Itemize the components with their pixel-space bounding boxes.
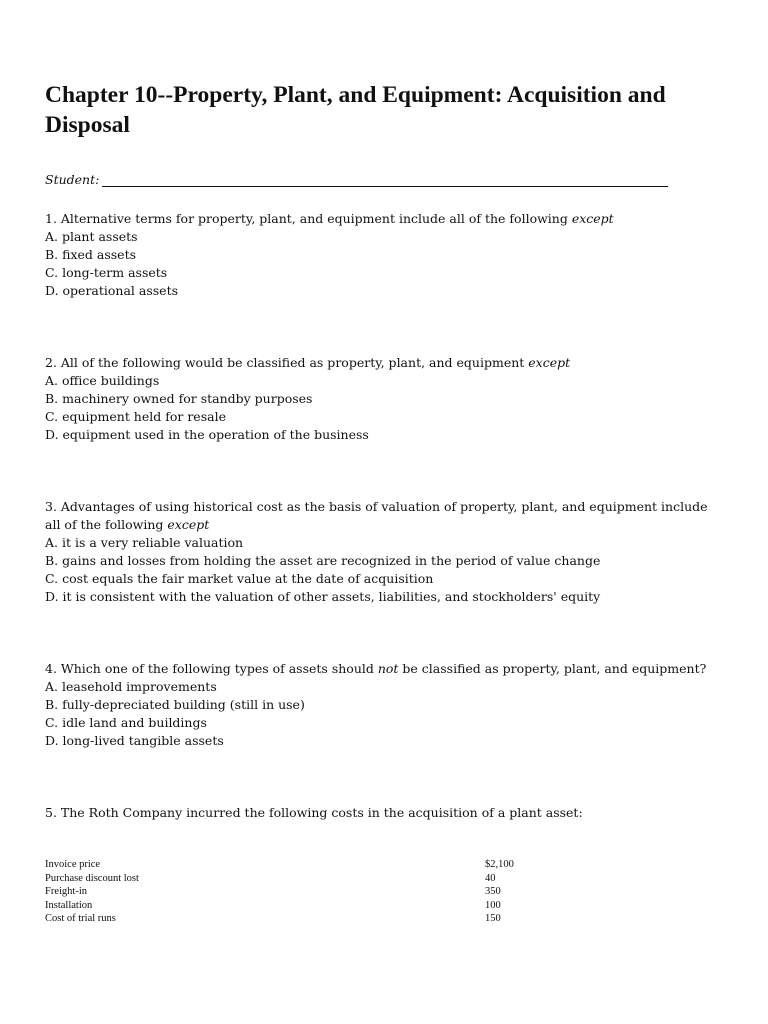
option-a: A. it is a very reliable valuation	[45, 535, 244, 550]
option-b: B. fully-depreciated building (still in use)	[45, 697, 305, 712]
student-field	[45, 172, 715, 187]
cost-table	[45, 858, 514, 926]
option-b: B. fixed assets	[45, 247, 137, 262]
table-row	[45, 899, 514, 913]
question-stem: 4. Which one of the following types of assets should not be classified as property, plant, and equipment?	[45, 661, 707, 676]
question-1	[45, 210, 715, 300]
cost-amount: $2,100	[485, 859, 514, 870]
cost-label: Purchase discount lost	[45, 872, 139, 884]
question-stem: 1. Alternative terms for property, plant, and equipment include all of the following except	[45, 211, 614, 226]
option-b: B. gains and losses from holding the asset are recognized in the period of value change	[45, 553, 601, 568]
question-5	[45, 804, 715, 822]
option-c: C. equipment held for resale	[45, 409, 226, 424]
cost-label: Invoice price	[45, 859, 101, 870]
option-b: B. machinery owned for standby purposes	[45, 391, 313, 406]
question-stem: 3. Advantages of using historical cost as the basis of valuation of property, plant, and equipment include all of the following except	[45, 499, 708, 532]
option-c: C. long-term assets	[45, 265, 168, 280]
question-2	[45, 354, 715, 444]
question-3	[45, 498, 715, 606]
cost-amount: 350	[485, 886, 501, 897]
table-row	[45, 885, 514, 899]
table-row	[45, 858, 514, 872]
question-stem: 2. All of the following would be classified as property, plant, and equipment except	[45, 355, 571, 370]
cost-label: Freight-in	[45, 886, 87, 897]
option-c: C. cost equals the fair market value at the date of acquisition	[45, 571, 434, 586]
option-d: D. equipment used in the operation of the business	[45, 427, 369, 442]
cost-label: Installation	[45, 899, 93, 911]
cost-amount: 100	[485, 899, 501, 911]
question-stem: 5. The Roth Company incurred the following costs in the acquisition of a plant asset:	[45, 805, 583, 820]
cost-amount: 150	[485, 913, 501, 924]
page-title: Chapter 10--Property, Plant, and Equipment: Acquisition and Disposal	[45, 82, 666, 138]
option-d: D. operational assets	[45, 283, 179, 298]
option-a: A. plant assets	[45, 229, 138, 244]
document-page	[45, 80, 715, 926]
option-a: A. office buildings	[45, 373, 160, 388]
student-label: Student:	[45, 172, 100, 187]
question-4	[45, 660, 715, 750]
option-d: D. it is consistent with the valuation of other assets, liabilities, and stockholders' equity	[45, 589, 601, 604]
cost-label: Cost of trial runs	[45, 913, 116, 924]
option-d: D. long-lived tangible assets	[45, 733, 224, 748]
table-row	[45, 872, 514, 886]
student-name-line	[102, 172, 668, 187]
option-c: C. idle land and buildings	[45, 715, 207, 730]
table-row	[45, 912, 514, 926]
cost-amount: 40	[485, 872, 496, 884]
option-a: A. leasehold improvements	[45, 679, 217, 694]
